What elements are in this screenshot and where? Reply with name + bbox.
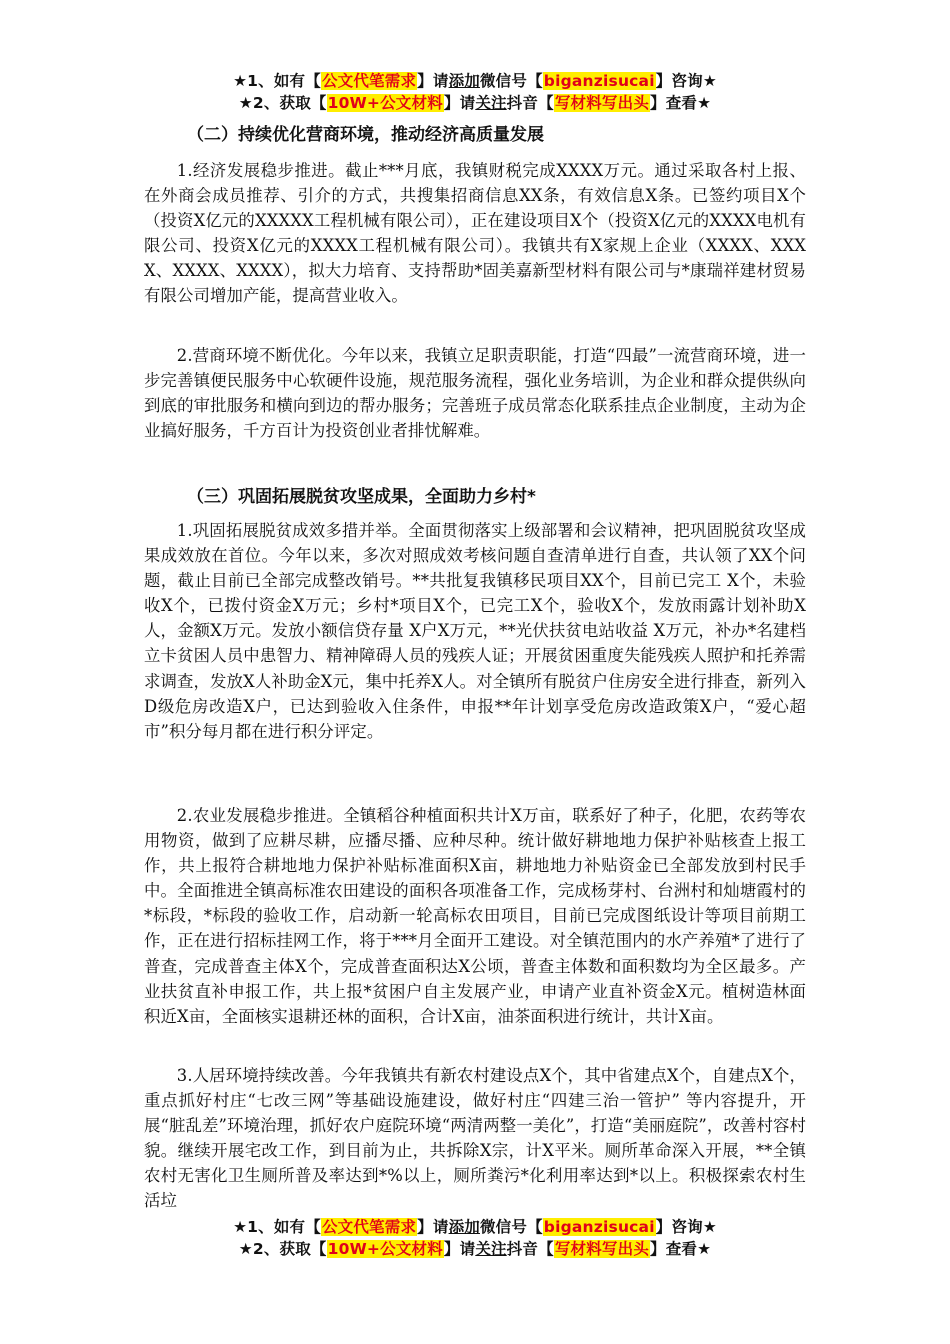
promo-highlight: 10W+公文材料 <box>327 1240 443 1258</box>
promo-highlight: 公文代笔需求 <box>321 72 417 90</box>
promo-wechat-id: biganzisucai <box>543 1218 655 1236</box>
promo-underlined: 关注 <box>475 1240 507 1258</box>
promo-highlight: 公文代笔需求 <box>321 1218 417 1236</box>
promo-wechat-id: biganzisucai <box>543 72 655 90</box>
promo-text: 微信号【 <box>479 72 543 90</box>
section-heading: （二）持续优化营商环境，推动经济高质量发展 <box>187 125 544 145</box>
promo-text: ★2、获取【 <box>238 94 327 112</box>
promo-text: ★1、如有【 <box>233 72 321 90</box>
promo-line-2 <box>0 1238 950 1260</box>
promo-text: 微信号【 <box>479 1218 543 1236</box>
paragraph: 1.经济发展稳步推进。截止***月底，我镇财税完成XXXX万元。通过采取各村上报、在外商会成员推荐、引介的方式，共搜集招商信息XX条，有效信息X条。已签约项目X个（投资X亿元的XXXXX工程机械有限公司），正在建设项目X个（投资X亿元的XXXX电机有限公司、投资X亿元的XXXX工程机械有限公司）。我镇共有X家规上企业（XXXX、XXXX、XXXX、XXXX），拟大力培育、支持帮助*固美嘉新型材料有限公司与*康瑞祥建材贸易有限公司增加产能，提高营业收入。 <box>144 161 806 306</box>
promo-text: ★2、获取【 <box>238 1240 327 1258</box>
promo-text: 】请 <box>417 1218 449 1236</box>
promo-text: 】请 <box>443 1240 476 1258</box>
promo-line-2 <box>0 92 950 114</box>
promo-text: 】查看★ <box>650 1240 712 1258</box>
paragraph: 1.巩固拓展脱贫成效多措并举。全面贯彻落实上级部署和会议精神，把巩固脱贫攻坚成果成效放在首位。今年以来，多次对照成效考核问题自查清单进行自查，共认领了XX个问题，截止目前已全部完成整改销号。**共批复我镇移民项目XX个，目前已完工 X个，未验收X个，已拨付资金X万元；乡村*项目X个，已完工X个，验收X个，发放雨露计划补助X人，金额X万元。发放小额信贷存量 X户X万元，**光伏扶贫电站收益 X万元，补办*名建档立卡贫困人员中患智力、精神障碍人员的残疾人证；开展贫困重度失能残疾人照护和托养需求调查，发放X人补助金X元，集中托养X人。对全镇所有脱贫户住房安全进行排查，新列入D级危房改造X户，已达到验收入住条件，申报**年计划享受危房改造政策X户，“爱心超市”积分每月都在进行积分评定。 <box>144 521 806 741</box>
promo-banner-bottom <box>0 1216 950 1260</box>
paragraph: 3.人居环境持续改善。今年我镇共有新农村建设点X个，其中省建点X个，自建点X个，重点抓好村庄“七改三网”等基础设施建设，做好村庄“四建三治一管护” 等内容提升，开展“脏乱差”环境治理，抓好农户庭院环境“两清两整一美化”，打造“美丽庭院”，改善村容村貌。继续开展宅改工作，到目前为止，共拆除X宗，计X平米。厕所革命深入开展，**全镇农村无害化卫生厕所普及率达到*%以上，厕所粪污*化利用率达到*以上。积极探索农村生活垃 <box>144 1066 806 1211</box>
promo-banner-top <box>0 70 950 114</box>
paragraph: 2.农业发展稳步推进。全镇稻谷种植面积共计X万亩，联系好了种子，化肥，农药等农用物资，做到了应耕尽耕，应播尽播、应种尽种。统计做好耕地地力保护补贴核查上报工作，共上报符合耕地地力保护补贴标准面积X亩，耕地地力补贴资金已全部发放到村民手中。全面推进全镇高标准农田建设的面积各项准备工作，完成杨芽村、台洲村和灿塘霞村的*标段，*标段的验收工作，启动新一轮高标农田项目，目前已完成图纸设计等项目前期工作，正在进行招标挂网工作，将于***月全面开工建设。对全镇范围内的水产养殖*了进行了普查，完成普查主体X个，完成普查面积达X公顷，普查主体数和面积数均为全区最多。产业扶贫直补申报工作，共上报*贫困户自主发展产业，申请产业直补资金X元。植树造林面积近X亩，全面核实退耕还林的面积，合计X亩，油茶面积进行统计，共计X亩。 <box>144 806 806 1026</box>
promo-text: 】请 <box>443 94 476 112</box>
promo-text: ★1、如有【 <box>233 1218 321 1236</box>
promo-text: 抖音【 <box>506 94 554 112</box>
promo-text: 】咨询★ <box>655 1218 717 1236</box>
promo-highlight: 10W+公文材料 <box>327 94 443 112</box>
promo-line-1 <box>0 70 950 92</box>
promo-douyin-account: 写材料写出头 <box>554 1240 650 1258</box>
promo-underlined: 添加 <box>448 72 480 90</box>
promo-douyin-account: 写材料写出头 <box>554 94 650 112</box>
promo-underlined: 关注 <box>475 94 507 112</box>
promo-text: 】查看★ <box>650 94 712 112</box>
promo-text: 】请 <box>417 72 449 90</box>
paragraph: 2.营商环境不断优化。今年以来，我镇立足职责职能，打造“四最”一流营商环境，进一步完善镇便民服务中心软硬件设施，规范服务流程，强化业务培训，为企业和群众提供纵向到底的审批服务和横向到边的帮办服务；完善班子成员常态化联系挂点企业制度，主动为企业搞好服务，千方百计为投资创业者排忧解难。 <box>144 346 806 441</box>
promo-underlined: 添加 <box>448 1218 480 1236</box>
promo-line-1 <box>0 1216 950 1238</box>
section-heading: （三）巩固拓展脱贫攻坚成果，全面助力乡村* <box>187 487 536 507</box>
promo-text: 抖音【 <box>506 1240 554 1258</box>
promo-text: 】咨询★ <box>655 72 717 90</box>
